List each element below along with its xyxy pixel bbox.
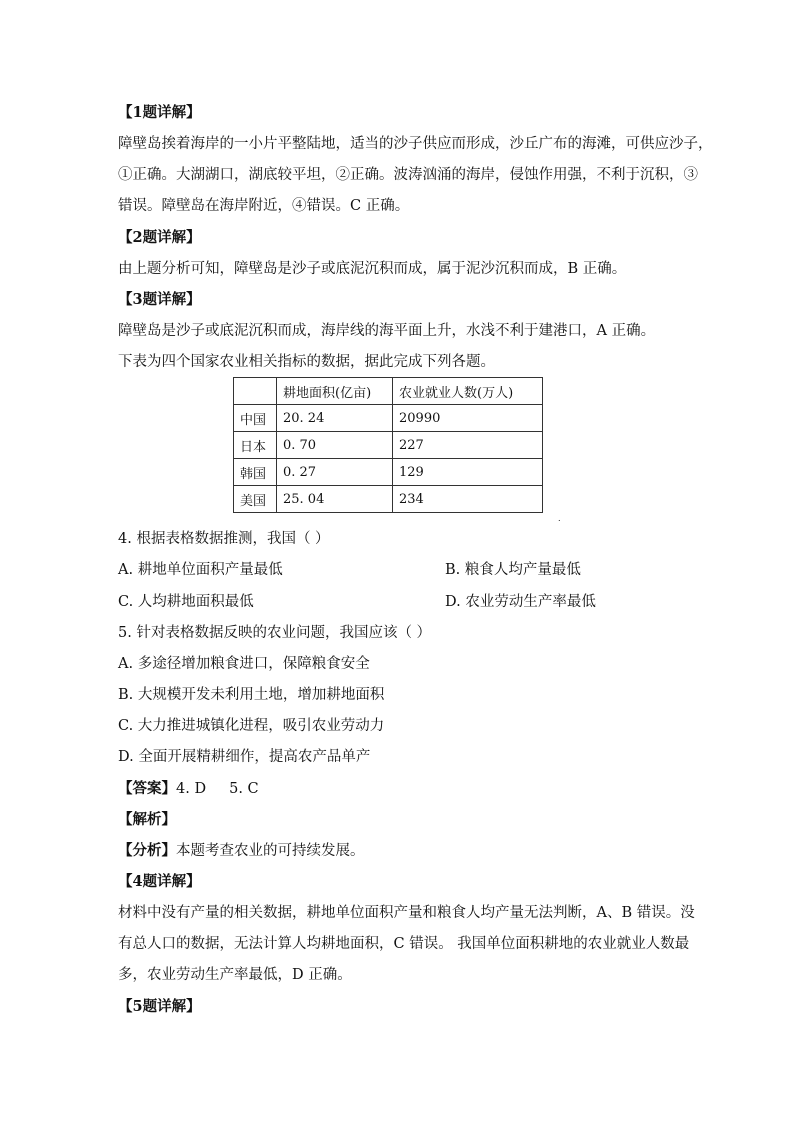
analysis-label: 【分析】	[118, 842, 176, 859]
table-cell: 0. 70	[277, 432, 393, 459]
question-5-option: C. 大力推进城镇化进程，吸引农业劳动力	[118, 718, 385, 734]
section-4-line: 材料中没有产量的相关数据，耕地单位面积产量和粮食人均产量无法判断，A、B 错误。没	[118, 905, 695, 921]
table-cell: 韩国	[234, 459, 277, 486]
section-3-heading: 【3题详解】	[118, 291, 201, 308]
table-cell: 234	[393, 486, 543, 513]
table-trailing-mark: .	[558, 514, 561, 523]
answer-line	[118, 780, 259, 798]
table-row	[234, 405, 543, 432]
table-cell: 129	[393, 459, 543, 486]
section-1-heading: 【1题详解】	[118, 104, 201, 121]
table-cell: 25. 04	[277, 486, 393, 513]
section-1-line: 障壁岛挨着海岸的一小片平整陆地，适当的沙子供应而形成，沙丘广布的海滩，可供应沙子，	[118, 136, 713, 152]
table-cell: 日本	[234, 432, 277, 459]
question-4-option-c: C. 人均耕地面积最低	[118, 594, 254, 610]
intro-text: 下表为四个国家农业相关指标的数据，据此完成下列各题。	[118, 354, 495, 370]
table-row	[234, 459, 543, 486]
table-header-cell: 耕地面积(亿亩)	[277, 378, 393, 405]
question-4-option-a: A. 耕地单位面积产量最低	[118, 562, 283, 578]
answer-text: 4. D 5. C	[176, 781, 259, 797]
question-4-stem: 4. 根据表格数据推测，我国（ ）	[118, 531, 330, 547]
section-1-line: 错误。障壁岛在海岸附近，④错误。C 正确。	[118, 198, 410, 214]
table-row	[234, 486, 543, 513]
table-cell: 20. 24	[277, 405, 393, 432]
section-4-line: 多，农业劳动生产率最低，D 正确。	[118, 967, 352, 983]
question-4-option-d: D. 农业劳动生产率最低	[445, 594, 596, 610]
answer-label: 【答案】	[118, 780, 176, 797]
section-1-line: ①正确。大湖湖口，湖底较平坦，②正确。波涛汹涌的海岸，侵蚀作用强，不利于沉积，③	[118, 167, 698, 183]
section-5-heading: 【5题详解】	[118, 998, 201, 1015]
question-4-option-b: B. 粮食人均产量最低	[445, 562, 581, 578]
analysis-text: 本题考查农业的可持续发展。	[176, 843, 365, 859]
question-5-option: D. 全面开展精耕细作，提高农产品单产	[118, 749, 371, 765]
section-2-line: 由上题分析可知，障壁岛是沙子或底泥沉积而成，属于泥沙沉积而成，B 正确。	[118, 261, 627, 277]
table-header-row	[234, 378, 543, 405]
table-cell: 0. 27	[277, 459, 393, 486]
question-5-option: B. 大规模开发未利用土地，增加耕地面积	[118, 687, 385, 703]
section-4-heading: 【4题详解】	[118, 873, 201, 890]
table-cell: 美国	[234, 486, 277, 513]
section-2-heading: 【2题详解】	[118, 229, 201, 246]
analysis-line	[118, 842, 365, 860]
question-5-stem: 5. 针对表格数据反映的农业问题，我国应该（ ）	[118, 625, 432, 641]
agriculture-data-table	[233, 377, 543, 513]
table-cell: 227	[393, 432, 543, 459]
question-5-option: A. 多途径增加粮食进口，保障粮食安全	[118, 656, 370, 672]
section-3-line: 障壁岛是沙子或底泥沉积而成，海岸线的海平面上升，水浅不利于建港口，A 正确。	[118, 323, 656, 339]
table-cell: 20990	[393, 405, 543, 432]
analysis-heading: 【解析】	[118, 811, 176, 828]
section-4-line: 有总人口的数据，无法计算人均耕地面积，C 错误。 我国单位面积耕地的农业就业人数最	[118, 936, 690, 952]
table-header-cell	[234, 378, 277, 405]
table-cell: 中国	[234, 405, 277, 432]
table-row	[234, 432, 543, 459]
table-header-cell: 农业就业人数(万人)	[393, 378, 543, 405]
